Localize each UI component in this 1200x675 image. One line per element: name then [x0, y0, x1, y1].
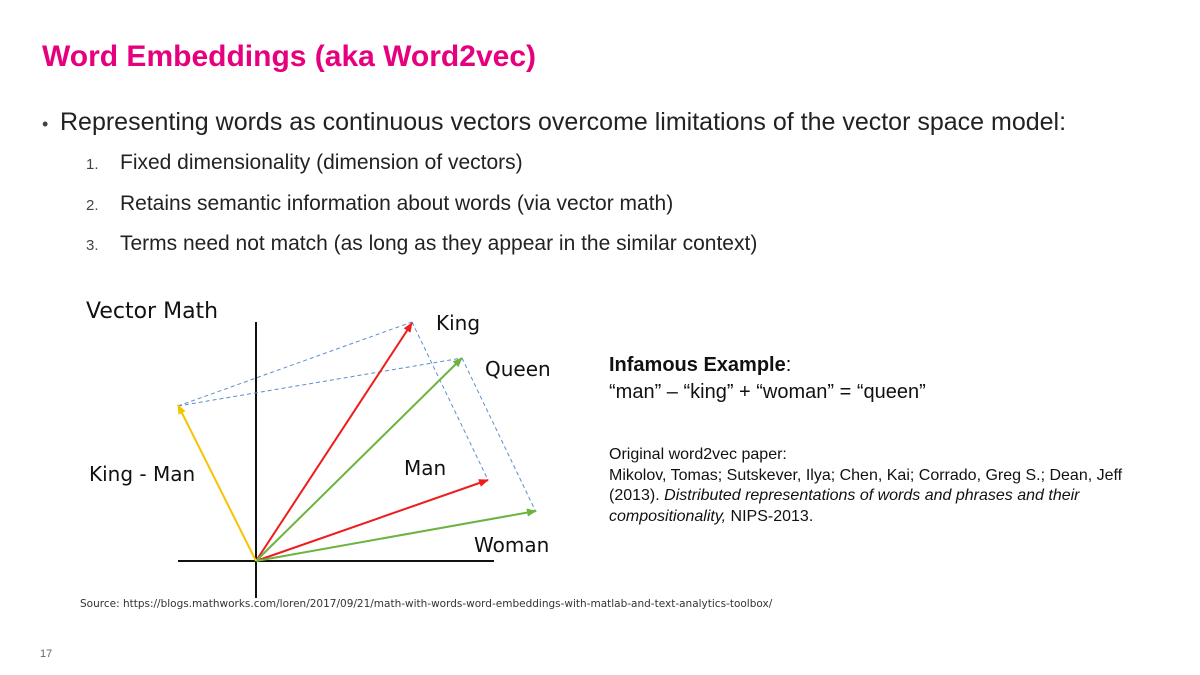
- source-citation: Source: https://blogs.mathworks.com/loren/2017/09/21/math-with-words-word-embeddings-with-matlab-and-text-analytics-toolbox/: [80, 598, 773, 610]
- label-man: Man: [404, 456, 447, 480]
- paper-authors: Mikolov, Tomas; Sutskever, Ilya; Chen, Kai; Corrado, Greg S.; Dean, Jeff: [609, 466, 1123, 484]
- king-vector: [256, 323, 412, 561]
- item-number: 2.: [86, 197, 99, 214]
- label-king-minus-man: King - Man: [89, 462, 196, 486]
- label-queen: Queen: [485, 357, 551, 381]
- item-number: 3.: [86, 237, 99, 254]
- paper-venue: NIPS-2013.: [730, 507, 814, 525]
- paper-year: (2013).: [609, 487, 660, 504]
- label-woman: Woman: [474, 533, 550, 557]
- infamous-example: [609, 352, 926, 406]
- paper-citation: [609, 445, 1169, 527]
- example-label: Infamous Example: [609, 354, 786, 376]
- paper-intro: Original word2vec paper:: [609, 446, 787, 463]
- dashed-guide: [462, 358, 536, 512]
- item-number: 1.: [86, 156, 99, 173]
- dashed-guides: [178, 322, 536, 512]
- vector-math-diagram: [0, 0, 600, 600]
- slide-title: Word Embeddings (aka Word2vec): [42, 40, 536, 73]
- man-vector: [256, 480, 488, 561]
- paper-title: Distributed representations of words and phrases and their compositionality,: [609, 487, 1080, 525]
- dashed-guide: [178, 322, 412, 406]
- label-king: King: [436, 311, 481, 335]
- example-colon: :: [785, 354, 792, 376]
- item-text: Terms need not match (as long as they appear in the similar context): [120, 232, 758, 255]
- main-bullet-text: Representing words as continuous vectors overcome limitations of the vector space model:: [60, 108, 1067, 136]
- page-number: 17: [40, 648, 53, 660]
- diagram-heading: Vector Math: [86, 299, 219, 324]
- bullet-dot-icon: •: [42, 114, 49, 134]
- item-text: Retains semantic information about words (via vector math): [120, 192, 674, 215]
- item-text: Fixed dimensionality (dimension of vectors): [120, 151, 523, 174]
- example-equation: “man” – “king” + “woman” = “queen”: [609, 381, 926, 403]
